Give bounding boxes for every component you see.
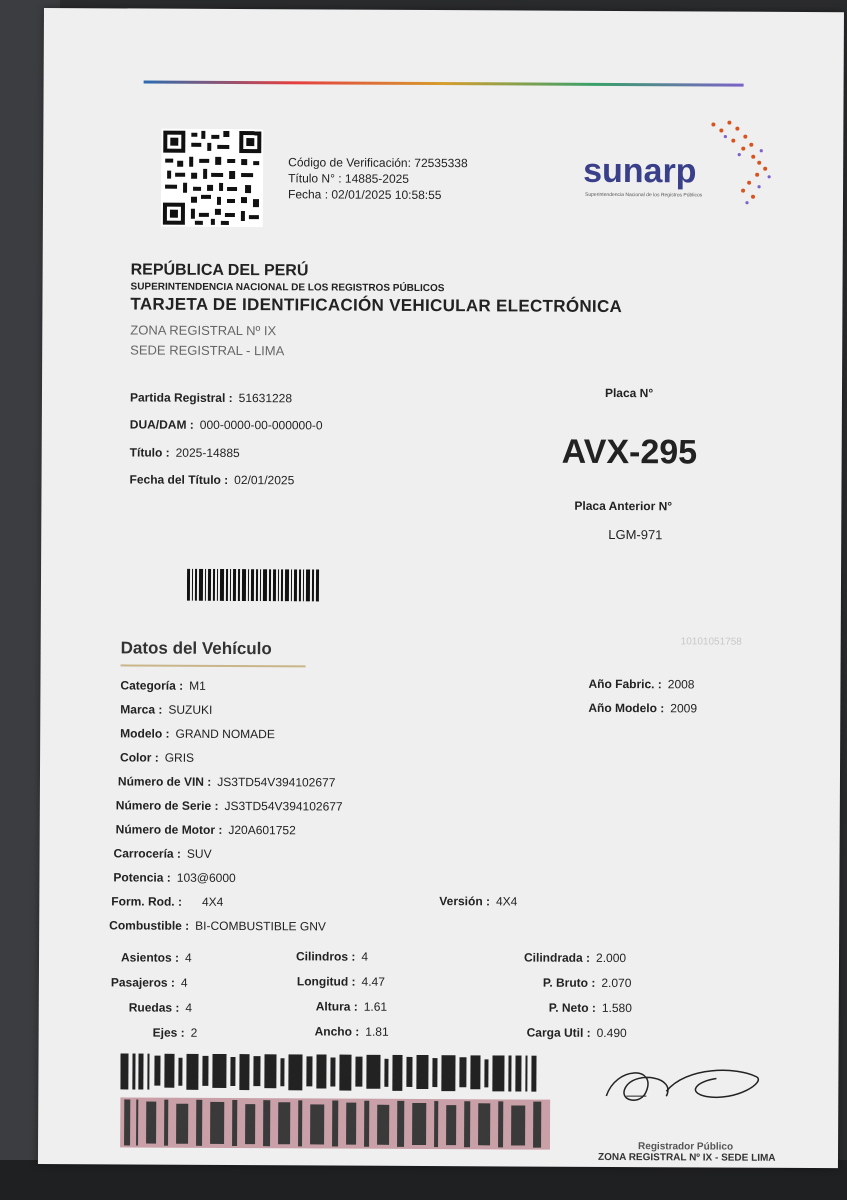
placa-label: Placa N° xyxy=(604,385,654,401)
modelo-value: GRAND NOMADE xyxy=(175,726,275,742)
pneto-value: 1.580 xyxy=(601,1000,632,1016)
asientos-value: 4 xyxy=(185,950,192,965)
partida-field xyxy=(130,390,292,405)
cilindrada-label: Cilindrada : xyxy=(523,950,591,965)
carroceria-label: Carrocería : xyxy=(113,846,181,861)
fecha-titulo-value: 02/01/2025 xyxy=(234,473,295,488)
pasajeros-field xyxy=(111,975,188,989)
fecha-titulo-label: Fecha del Título : xyxy=(129,472,229,487)
longitud-value: 4.47 xyxy=(361,974,385,989)
categoria-value: M1 xyxy=(189,678,206,693)
ejes-field xyxy=(153,1026,198,1040)
ruedas-field xyxy=(129,1000,192,1014)
vehicle-section-title: Datos del Vehículo xyxy=(120,638,272,659)
modelo-field xyxy=(120,726,275,741)
pneto-label: P. Neto : xyxy=(548,1000,596,1015)
version-label: Versión : xyxy=(439,894,491,909)
header-titulo-value: 14885-2025 xyxy=(344,171,410,186)
registrar-stamp xyxy=(598,1141,776,1164)
titulo-field xyxy=(130,445,240,460)
cilindros-field xyxy=(296,949,368,963)
formrod-value: 4X4 xyxy=(201,894,224,909)
categoria-label: Categoría : xyxy=(120,678,184,693)
anio-modelo-label: Año Modelo : xyxy=(588,700,665,716)
potencia-field xyxy=(113,870,235,885)
ejes-label: Ejes : xyxy=(152,1025,185,1040)
ancho-label: Ancho : xyxy=(314,1024,360,1039)
anio-fabric-label: Año Fabric. : xyxy=(588,676,662,692)
partida-value: 51631228 xyxy=(238,391,293,406)
altura-value: 1.61 xyxy=(363,999,388,1014)
stamp-line2: ZONA REGISTRAL Nº IX - SEDE LIMA xyxy=(597,1151,776,1164)
potencia-value: 103@6000 xyxy=(176,870,236,886)
pbruto-field xyxy=(543,976,632,990)
ruedas-value: 4 xyxy=(185,1000,193,1015)
placa-value: AVX-295 xyxy=(561,432,698,472)
country-title: REPÚBLICA DEL PERÚ xyxy=(130,261,309,280)
marca-label: Marca : xyxy=(120,702,163,717)
color-label: Color : xyxy=(120,750,159,765)
pdf417-barcode-icon xyxy=(120,1053,551,1155)
cilindros-label: Cilindros : xyxy=(296,949,356,964)
vin-value: JS3TD54V394102677 xyxy=(217,774,336,790)
pbruto-value: 2.070 xyxy=(601,975,632,991)
header-fecha-value: 02/01/2025 10:58:55 xyxy=(331,187,442,203)
sunarp-logo xyxy=(583,116,784,217)
longitud-label: Longitud : xyxy=(296,974,356,989)
motor-value: J20A601752 xyxy=(228,822,296,838)
altura-label: Altura : xyxy=(315,999,358,1014)
sunarp-logo-text: sunarp xyxy=(583,151,697,191)
fecha-titulo-field xyxy=(129,472,294,487)
carga-label: Carga Util : xyxy=(526,1025,591,1040)
agency-title: SUPERINTENDENCIA NACIONAL DE LOS REGISTROS PÚBLICOS xyxy=(130,281,445,295)
barcode-icon xyxy=(187,569,321,602)
marca-field xyxy=(120,702,212,716)
sede-title: SEDE REGISTRAL - LIMA xyxy=(130,342,285,359)
vin-label: Número de VIN : xyxy=(117,774,212,789)
header-fecha-label: Fecha : xyxy=(287,187,329,202)
faint-code: 10101051758 xyxy=(680,636,742,648)
anio-fabric-field xyxy=(588,677,694,692)
dua-label: DUA/DAM : xyxy=(129,417,194,432)
sunarp-logo-subtext: Superintendencia Nacional de los Registros Públicos xyxy=(585,191,703,199)
qr-code-icon xyxy=(161,129,264,228)
dua-value: 000-0000-00-000000-0 xyxy=(199,417,323,433)
pasajeros-value: 4 xyxy=(180,975,188,990)
cilindrada-value: 2.000 xyxy=(596,950,627,966)
vin-field xyxy=(118,774,336,789)
version-field xyxy=(439,894,517,908)
carga-field xyxy=(527,1026,627,1041)
dua-field xyxy=(130,417,323,432)
formrod-label: Form. Rod. : xyxy=(111,894,183,909)
carroceria-value: SUV xyxy=(186,846,212,861)
carga-value: 0.490 xyxy=(596,1025,627,1041)
header-titulo-label: Título N° : xyxy=(288,171,342,186)
potencia-label: Potencia : xyxy=(113,870,171,885)
serie-value: JS3TD54V394102677 xyxy=(224,798,343,814)
motor-label: Número de Motor : xyxy=(115,822,223,837)
combustible-value: BI-COMBUSTIBLE GNV xyxy=(195,918,326,934)
carroceria-field xyxy=(114,846,212,861)
placa-anterior-label: Placa Anterior N° xyxy=(574,498,673,514)
partida-label: Partida Registral : xyxy=(129,390,233,405)
section-underline xyxy=(121,664,306,667)
anio-modelo-value: 2009 xyxy=(670,701,698,716)
color-field xyxy=(120,750,194,764)
color-value: GRIS xyxy=(164,750,195,765)
anio-modelo-field xyxy=(588,701,697,716)
ancho-value: 1.81 xyxy=(365,1024,389,1039)
verification-value: 72535338 xyxy=(414,155,468,171)
document-paper xyxy=(38,8,844,1168)
titulo-label: Título : xyxy=(129,445,170,460)
titulo-value: 2025-14885 xyxy=(175,445,240,461)
ejes-value: 2 xyxy=(190,1025,198,1040)
pasajeros-label: Pasajeros : xyxy=(110,975,175,990)
altura-field xyxy=(316,999,387,1013)
ruedas-label: Ruedas : xyxy=(128,1000,180,1015)
motor-field xyxy=(116,822,296,837)
ancho-field xyxy=(315,1024,389,1038)
verification-block xyxy=(288,154,468,203)
anio-fabric-value: 2008 xyxy=(667,677,695,692)
header-color-line xyxy=(144,81,744,87)
pbruto-label: P. Bruto : xyxy=(542,975,596,990)
stamp-line1: Registrador Público xyxy=(638,1141,734,1153)
categoria-field xyxy=(120,678,205,692)
serie-field xyxy=(116,798,343,813)
asientos-field xyxy=(121,950,192,964)
combustible-label: Combustible : xyxy=(109,918,190,933)
modelo-label: Modelo : xyxy=(120,726,170,741)
zona-title: ZONA REGISTRAL Nº IX xyxy=(130,322,277,339)
marca-value: SUZUKI xyxy=(168,702,213,717)
version-value: 4X4 xyxy=(495,894,518,909)
combustible-field xyxy=(109,918,326,933)
asientos-label: Asientos : xyxy=(120,950,180,965)
formrod-field xyxy=(111,894,223,909)
cilindrada-field xyxy=(524,951,626,966)
longitud-field xyxy=(297,974,385,988)
pneto-field xyxy=(549,1001,632,1015)
placa-anterior-value: LGM-971 xyxy=(608,526,663,543)
serie-label: Número de Serie : xyxy=(115,798,219,813)
cilindros-value: 4 xyxy=(361,949,369,964)
document-title: TARJETA DE IDENTIFICACIÓN VEHICULAR ELECTRÓNICA xyxy=(130,294,623,317)
verification-label: Código de Verificación: xyxy=(288,155,411,170)
